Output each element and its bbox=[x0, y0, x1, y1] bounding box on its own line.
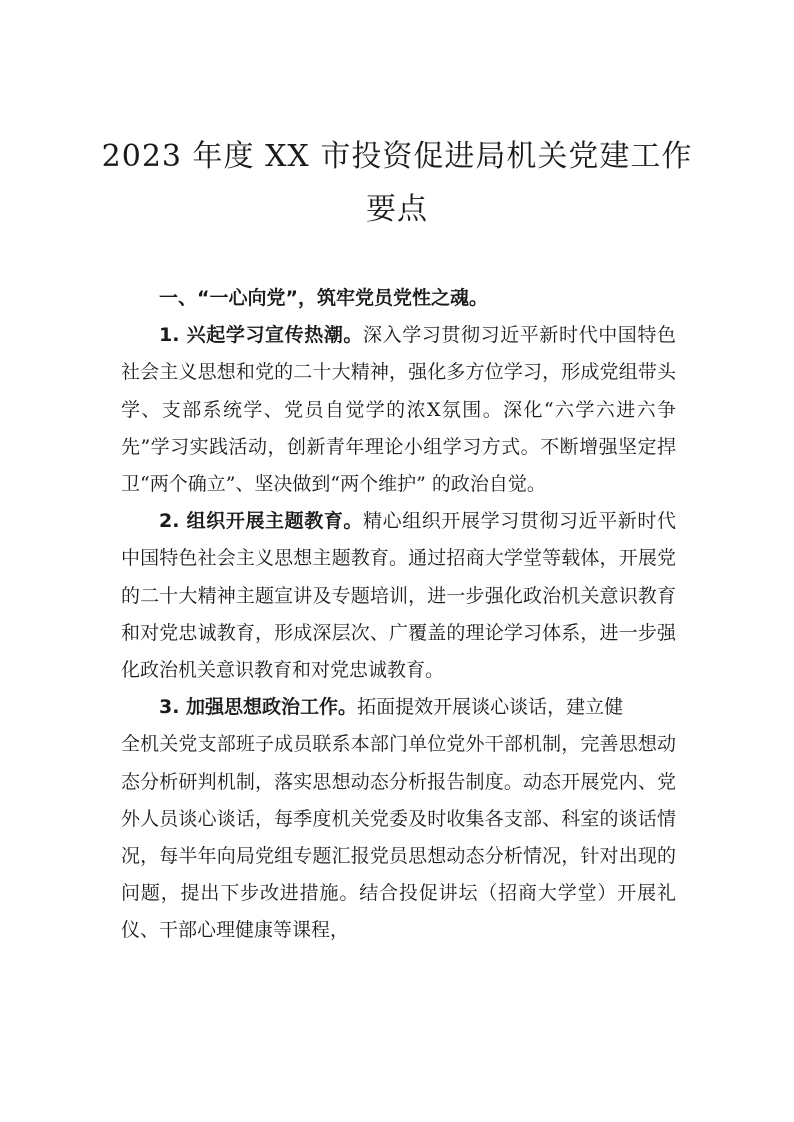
item-2-lead: 2. 组织开展主题教育。 bbox=[159, 510, 364, 533]
item-3-paragraph bbox=[121, 689, 676, 949]
item-2-paragraph bbox=[121, 503, 676, 689]
document-title-line-1: 2023 年度 XX 市投资促进局机关党建工作 bbox=[101, 139, 693, 174]
document-title-line-2: 要点 bbox=[366, 192, 428, 227]
item-3-text-part-2: 全机关党支部班子成员联系本部门单位党外干部机制，完善思想动态分析研判机制，落实思想动态分析报告制度。动态开展党内、党外人员谈心谈话，每季度机关党委及时收集各支部、科室的谈话情况，每半年向局党组专题汇报党员思想动态分析情况，针对出现的问题，提出下步改进措施。结合投促讲坛（招商大学堂）开展礼仪、干部心理健康等课程， bbox=[121, 733, 676, 942]
item-3-lead: 3. 加强思想政治工作。 bbox=[159, 696, 358, 719]
item-3-text-part-1: 拓面提效开展谈心谈话，建立健 bbox=[357, 696, 624, 719]
item-1-lead: 1. 兴起学习宣传热潮。 bbox=[159, 324, 364, 347]
item-1-paragraph bbox=[121, 317, 676, 503]
document-body bbox=[121, 280, 676, 950]
item-1-text: 深入学习贯彻习近平新时代中国特色社会主义思想和党的二十大精神，强化多方位学习，形成党组带头学、支部系统学、党员自觉学的浓X氛围。深化“六学六进六争先”学习实践活动，创新青年理论小组学习方式。不断增强坚定捍卫“两个确立”、坚决做到“两个维护” 的政治自觉。 bbox=[121, 324, 676, 496]
item-2-text: 精心组织开展学习贯彻习近平新时代中国特色社会主义思想主题教育。通过招商大学堂等载体，开展党的二十大精神主题宣讲及专题培训，进一步强化政治机关意识教育和对党忠诚教育，形成深层次、广覆盖的理论学习体系，进一步强化政治机关意识教育和对党忠诚教育。 bbox=[121, 510, 676, 682]
section-1-heading: 一、“一心向党”，筑牢党员党性之魂。 bbox=[159, 287, 488, 309]
